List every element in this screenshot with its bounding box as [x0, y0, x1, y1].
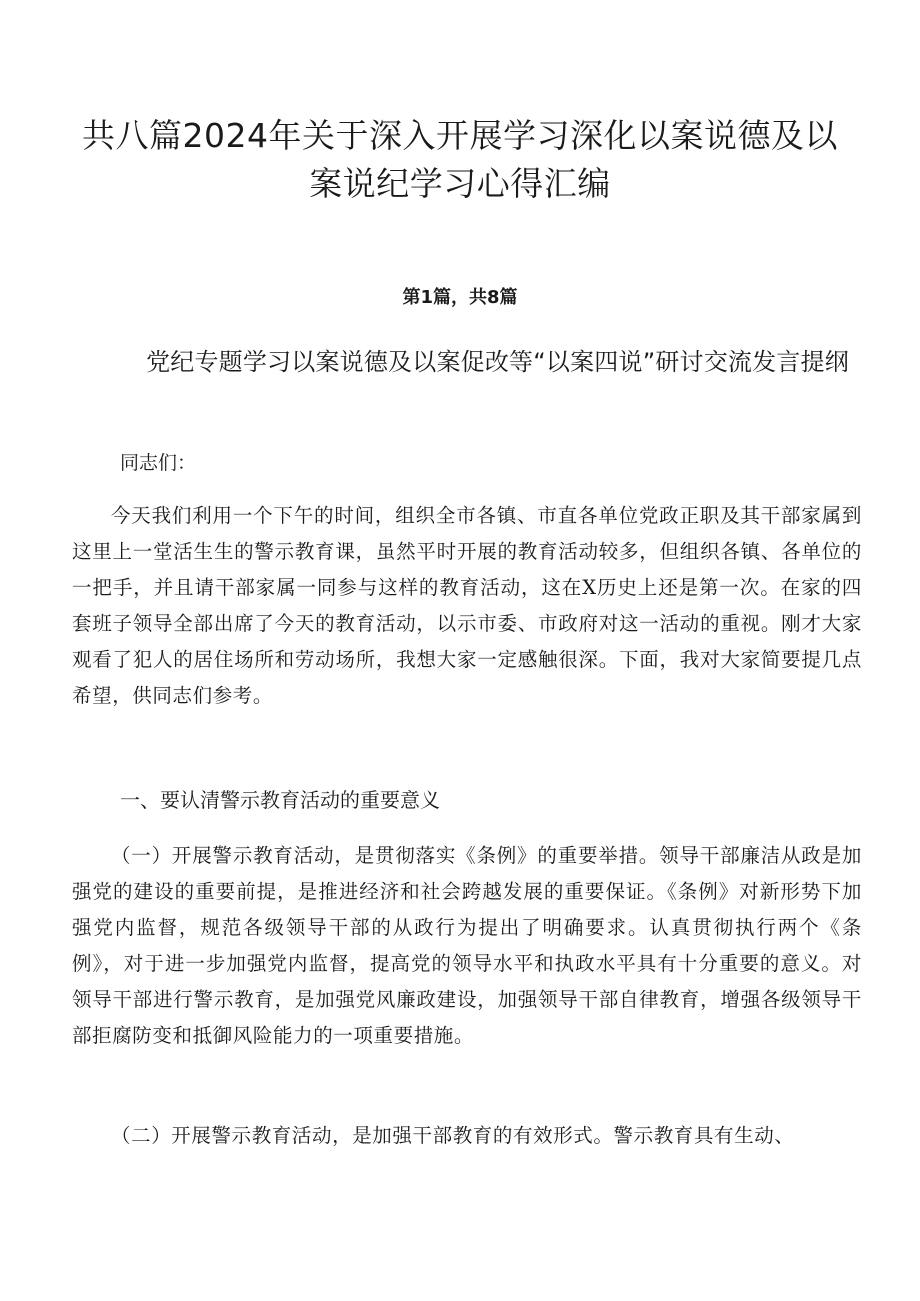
paragraph-point-2: （二）开展警示教育活动，是加强干部教育的有效形式。警示教育具有生动、: [111, 1124, 795, 1147]
document-title: 共八篇2024年关于深入开展学习深化以案说德及以案说纪学习心得汇编: [82, 116, 838, 203]
paragraph-intro: 今天我们利用一个下午的时间，组织全市各镇、市直各单位党政正职及其干部家属到这里上一堂活生生的警示教育课，虽然平时开展的教育活动较多，但组织各镇、各单位的一把手，并且请干部家属一同参与这样的教育活动，这在X历史上还是第一次。在家的四套班子领导全部出席了今天的教育活动，以示市委、市政府对这一活动的重视。刚才大家观看了犯人的居住场所和劳动场所，我想大家一定感触很深。下面，我对大家简要提几点希望，供同志们参考。: [72, 504, 862, 707]
part-label: 第1篇，共8篇: [402, 287, 518, 308]
article-subtitle: 党纪专题学习以案说德及以案促改等“以案四说”研讨交流发言提纲: [146, 348, 849, 376]
paragraph-point-1: （一）开展警示教育活动，是贯彻落实《条例》的重要举措。领导干部廉洁从政是加强党的建设的重要前提，是推进经济和社会跨越发展的重要保证。《条例》对新形势下加强党内监督，规范各级领导干部的从政行为提出了明确要求。认真贯彻执行两个《条例》，对于进一步加强党内监督，提高党的领导水平和执政水平具有十分重要的意义。对领导干部进行警示教育，是加强党风廉政建设，加强领导干部自律教育，增强各级领导干部拒腐防变和抵御风险能力的一项重要措施。: [72, 844, 862, 1047]
greeting: 同志们：: [120, 452, 197, 474]
section-heading: 一、要认清警示教育活动的重要意义: [120, 788, 440, 812]
